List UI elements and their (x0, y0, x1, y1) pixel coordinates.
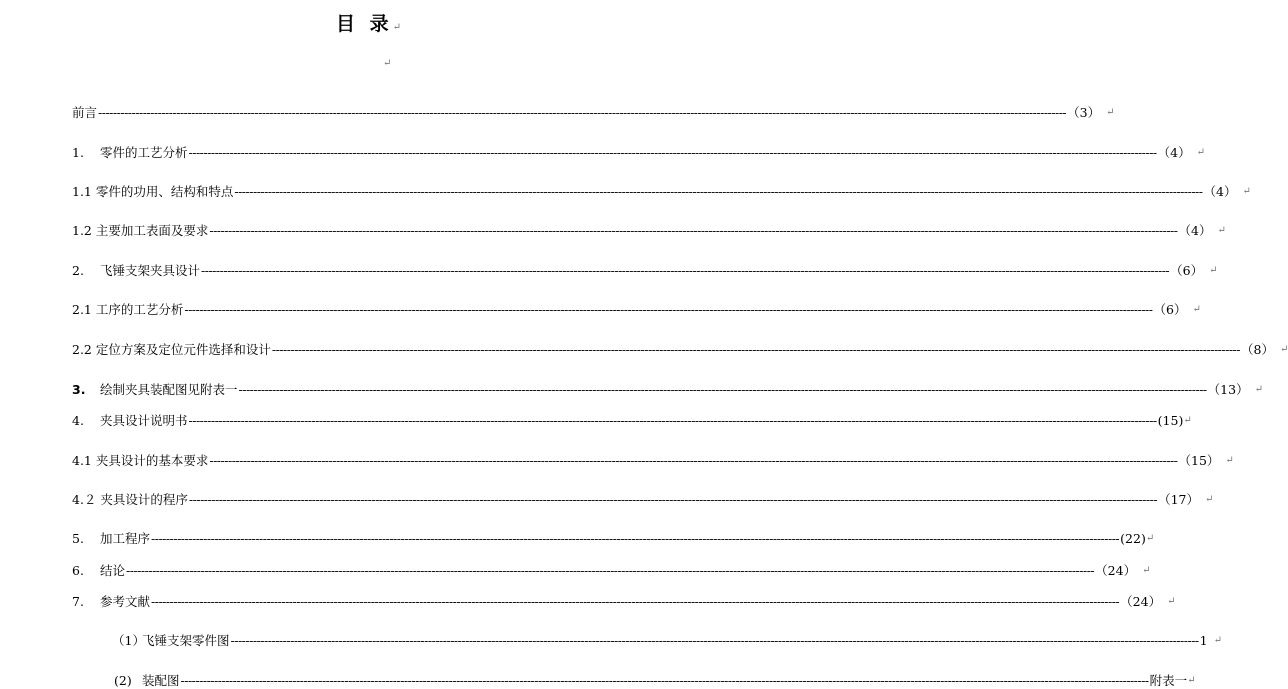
toc-entry[interactable] (72, 221, 1226, 239)
paragraph-mark-icon: ↵ (1225, 454, 1234, 466)
page-title (0, 9, 737, 36)
toc-entry[interactable] (114, 671, 1196, 689)
toc-entry-title: 飞锤支架零件图 (142, 633, 230, 648)
toc-entry-page: （24） (1120, 594, 1162, 609)
toc-leader-dots: -------------------------------------------------------------------------------------------------------------------------------------------------------------------------------------------------------------------------------------------------------------------- (209, 222, 1178, 238)
toc-leader-dots: -------------------------------------------------------------------------------------------------------------------------------------------------------------------------------------------------------------------------------------------------------------------- (184, 301, 1153, 317)
toc-entry-title: 飞锤支架夹具设计 (100, 263, 201, 278)
toc-leader-dots: -------------------------------------------------------------------------------------------------------------------------------------------------------------------------------------------------------------------------------------------------------------------- (209, 452, 1178, 468)
toc-entry-title: 1.1 零件的功用、结构和特点 (72, 184, 234, 199)
toc-entry-page: （4） (1203, 184, 1237, 199)
toc-entry[interactable] (72, 103, 1115, 121)
paragraph-mark-icon: ↵ (1106, 106, 1115, 118)
toc-leader-dots: -------------------------------------------------------------------------------------------------------------------------------------------------------------------------------------------------------------------------------------------------------------------- (238, 381, 1207, 397)
toc-entry[interactable] (72, 340, 1288, 358)
paragraph-mark-icon: ↵ (1183, 414, 1192, 426)
toc-entry-page: （6） (1153, 302, 1187, 317)
toc-leader-dots: -------------------------------------------------------------------------------------------------------------------------------------------------------------------------------------------------------------------------------------------------------------------- (98, 104, 1067, 120)
toc-entry-number: 7. (72, 593, 84, 609)
toc-entry[interactable] (72, 261, 1218, 279)
toc-entry-page: （4） (1178, 223, 1212, 238)
toc-entry-title: 零件的工艺分析 (100, 145, 188, 160)
toc-entry-title: 2.2 定位方案及定位元件选择和设计 (72, 342, 271, 357)
toc-leader-dots: -------------------------------------------------------------------------------------------------------------------------------------------------------------------------------------------------------------------------------------------------------------------- (188, 144, 1157, 160)
toc-entry-number: 6. (72, 562, 84, 578)
toc-entry-title: 1.2 主要加工表面及要求 (72, 223, 209, 238)
toc-entry[interactable] (72, 300, 1201, 318)
toc-entry-title: 夹具设计说明书 (100, 413, 188, 428)
toc-entry-number: （1） (112, 633, 145, 648)
toc-entry[interactable] (72, 411, 1192, 429)
toc-entry-number: 1. (72, 144, 84, 160)
paragraph-mark-icon: ↵ (1167, 595, 1176, 607)
toc-entry-title: 结论 (100, 563, 126, 578)
toc-entry[interactable] (72, 592, 1176, 610)
toc-entry-title: 绘制夹具装配图见附表一 (100, 382, 238, 397)
toc-leader-dots: -------------------------------------------------------------------------------------------------------------------------------------------------------------------------------------------------------------------------------------------------------------------- (234, 183, 1203, 199)
paragraph-mark-icon: ↵ (1213, 634, 1223, 646)
toc-entry[interactable] (72, 451, 1234, 469)
toc-entry-title: 装配图 (142, 673, 180, 688)
toc-leader-dots: -------------------------------------------------------------------------------------------------------------------------------------------------------------------------------------------------------------------------------------------------------------------- (230, 632, 1199, 648)
toc-leader-dots: -------------------------------------------------------------------------------------------------------------------------------------------------------------------------------------------------------------------------------------------------------------------- (271, 341, 1241, 357)
toc-leader-dots: -------------------------------------------------------------------------------------------------------------------------------------------------------------------------------------------------------------------------------------------------------------------- (188, 491, 1158, 507)
toc-entry-page: （3） (1067, 105, 1101, 120)
paragraph-mark-icon: ↵ (1187, 674, 1196, 686)
toc-leader-dots: -------------------------------------------------------------------------------------------------------------------------------------------------------------------------------------------------------------------------------------------------------------------- (151, 593, 1120, 609)
toc-leader-dots: -------------------------------------------------------------------------------------------------------------------------------------------------------------------------------------------------------------------------------------------------------------------- (126, 562, 1095, 578)
paragraph-mark-icon: ↵ (1204, 493, 1214, 505)
paragraph-mark-icon: ↵ (392, 22, 401, 33)
toc-entry-page: （24） (1095, 563, 1137, 578)
toc-entry[interactable] (72, 561, 1151, 579)
toc-entry-number: (2) (114, 672, 132, 688)
toc-entry[interactable] (72, 490, 1214, 508)
toc-leader-dots: -------------------------------------------------------------------------------------------------------------------------------------------------------------------------------------------------------------------------------------------------------------------- (151, 530, 1120, 546)
toc-entry[interactable] (112, 631, 1223, 649)
toc-entry-page: 附表一 (1149, 673, 1188, 688)
toc-entry-number: 5. (72, 530, 84, 546)
toc-entry-page: （8） (1241, 342, 1274, 357)
paragraph-mark-icon: ↵ (1196, 146, 1206, 158)
toc-entry-title: 加工程序 (100, 531, 151, 546)
toc-entry-page: （15） (1178, 453, 1220, 468)
paragraph-mark-icon: ↵ (383, 58, 392, 69)
toc-leader-dots: -------------------------------------------------------------------------------------------------------------------------------------------------------------------------------------------------------------------------------------------------------------------- (201, 262, 1170, 278)
toc-entry-page: 1 (1199, 632, 1208, 648)
toc-leader-dots: -------------------------------------------------------------------------------------------------------------------------------------------------------------------------------------------------------------------------------------------------------------------- (188, 412, 1157, 428)
toc-entry[interactable] (72, 529, 1155, 547)
toc-entry-title: 4.２ 夹具设计的程序 (72, 492, 188, 507)
paragraph-mark-icon: ↵ (1145, 532, 1155, 544)
toc-entry-title: 参考文献 (100, 594, 151, 609)
toc-entry-title: 4.1 夹具设计的基本要求 (72, 453, 209, 468)
paragraph-mark-icon: ↵ (1254, 383, 1263, 395)
paragraph-mark-icon: ↵ (1279, 343, 1288, 355)
toc-entry[interactable] (72, 182, 1251, 200)
toc-entry-page: (15) (1157, 412, 1184, 428)
paragraph-mark-icon: ↵ (1217, 224, 1226, 236)
title-text: 目 录 (335, 13, 393, 35)
toc-entry-page: （13） (1207, 382, 1249, 397)
toc-entry-page: （6） (1170, 263, 1204, 278)
toc-entry-page: (22) (1120, 530, 1146, 546)
paragraph-mark-icon: ↵ (1209, 264, 1218, 276)
paragraph-mark-icon: ↵ (1242, 185, 1251, 197)
toc-entry-title: 2.1 工序的工艺分析 (72, 302, 184, 317)
toc-entry[interactable] (72, 143, 1206, 161)
paragraph-mark-icon: ↵ (1192, 303, 1201, 315)
toc-entry-title: 前言 (72, 105, 98, 120)
toc-entry-page: （4） (1157, 145, 1191, 160)
toc-entry-page: （17） (1158, 492, 1199, 507)
toc-entry-number: 2. (72, 262, 84, 278)
toc-leader-dots: -------------------------------------------------------------------------------------------------------------------------------------------------------------------------------------------------------------------------------------------------------------------- (180, 672, 1149, 688)
paragraph-mark-icon: ↵ (1142, 564, 1151, 576)
toc-entry[interactable] (72, 380, 1263, 398)
toc-entry-number: 4. (72, 412, 84, 428)
toc-entry-number: 3. (72, 381, 86, 397)
